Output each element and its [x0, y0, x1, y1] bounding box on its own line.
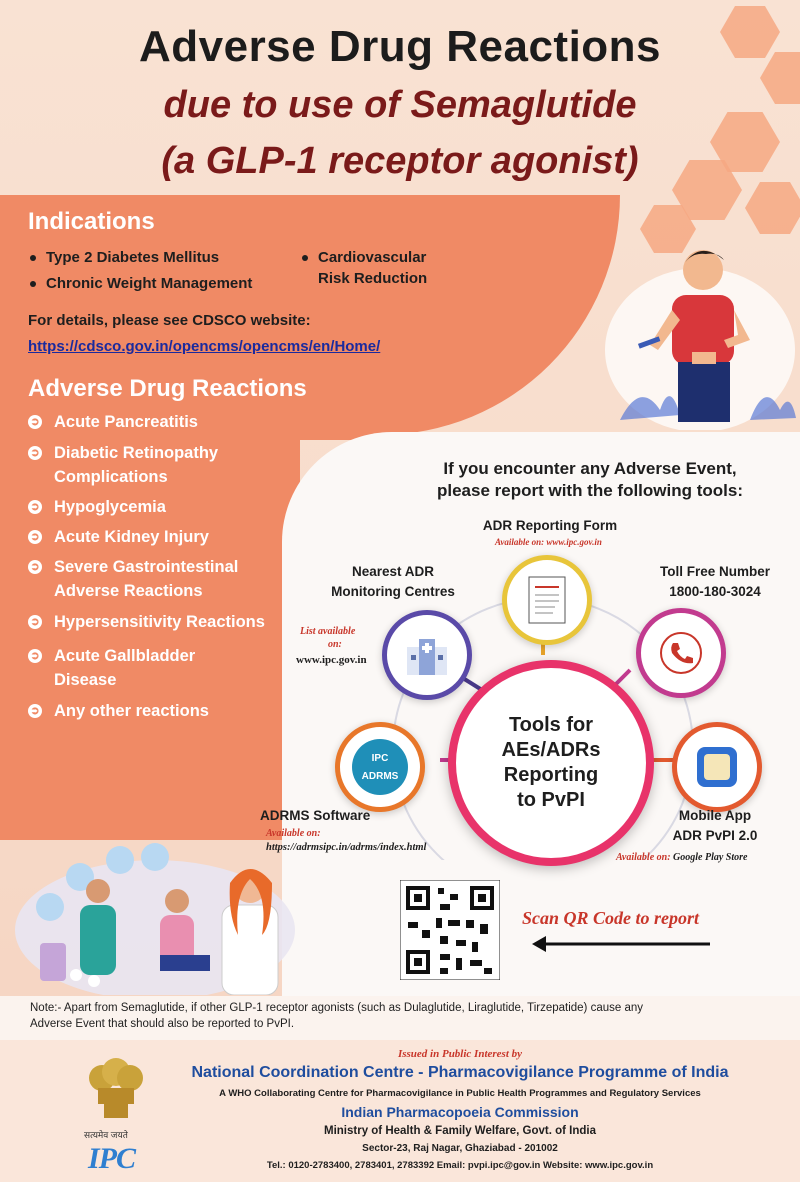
ipc-name: Indian Pharmacopoeia Commission — [341, 1104, 579, 1120]
org-name: National Coordination Centre - Pharmacovigilance Programme of India — [191, 1064, 729, 1081]
adrms-url: https://adrmsipc.in/adrms/index.html — [266, 842, 427, 853]
address-text: Sector-23, Raj Nagar, Ghaziabad - 201002 — [362, 1143, 558, 1154]
scan-qr-text: Scan QR Code to report — [522, 908, 700, 928]
nearest-label-1: Nearest ADR — [351, 564, 435, 579]
nearest-site: www.ipc.gov.in — [296, 654, 367, 666]
note-line-1: Note:- Apart from Semaglutide, if other GLP-1 receptor agonists (such as Dulaglutide, Liraglutide, Tirzepatide) cause any — [30, 1002, 644, 1014]
adr-item: ➲ Severe Gastrointestinal — [28, 555, 334, 579]
nearest-availability-1: List available — [300, 626, 356, 637]
adr-item: ➲ Hypoglycemia — [28, 495, 334, 519]
adr-item: ➲ Diabetic Retinopathy — [28, 441, 334, 465]
indication-item-cont: Risk Reduction — [318, 270, 428, 287]
toll-free-number: 1800-180-3024 — [669, 584, 761, 599]
hexagon-decoration — [745, 182, 800, 234]
indication-item: Cardiovascular — [302, 249, 426, 266]
indications-heading: Indications — [28, 208, 155, 235]
adrms-button[interactable] — [335, 722, 425, 812]
poster-subtitle: due to use of Semaglutide — [163, 84, 637, 126]
app-icon — [697, 747, 737, 787]
adrms-availability: Available on: — [266, 828, 321, 839]
nearest-centres-button[interactable] — [382, 610, 472, 700]
medical-staff-illustration — [10, 835, 300, 995]
tools-center-circle: Tools for AEs/ADRs Reporting to PvPI — [448, 660, 654, 866]
mobile-app-name: ADR PvPI 2.0 — [672, 828, 758, 843]
qr-code[interactable] — [400, 880, 500, 980]
mobile-app-availability: Available on: Google Play Store — [616, 852, 748, 863]
adr-item-cont: Disease — [54, 671, 117, 689]
ministry-text: Ministry of Health & Family Welfare, Govt. of India — [324, 1125, 596, 1137]
document-icon — [525, 575, 569, 625]
adr-form-label: ADR Reporting Form — [482, 518, 618, 533]
toll-free-button[interactable] — [636, 608, 726, 698]
adrms-icon: IPC ADRMS — [352, 739, 408, 795]
footer — [0, 1040, 800, 1182]
indication-item: Type 2 Diabetes Mellitus — [30, 249, 219, 266]
mobile-app-label: Mobile App — [678, 808, 752, 823]
adr-form-availability: Available on: www.ipc.gov.in — [495, 537, 602, 547]
adr-item: ➲ Any other reactions — [28, 699, 334, 723]
who-text: A WHO Collaborating Centre for Pharmacovigilance in Public Health Programmes and Regulatory Services — [219, 1088, 701, 1099]
details-text: For details, please see CDSCO website: — [28, 312, 311, 329]
arrow-left-icon — [530, 934, 714, 954]
poster-subtitle-2: (a GLP-1 receptor agonist) — [161, 140, 639, 182]
contact-text: Tel.: 0120-2783400, 2783401, 2783392 Email: pvpi.ipc@gov.in Website: www.ipc.gov.in — [266, 1160, 654, 1171]
nearest-label-2: Monitoring Centres — [331, 584, 455, 599]
ipc-logo: IPC — [88, 1142, 136, 1175]
phone-icon — [659, 631, 703, 675]
poster-title: Adverse Drug Reactions — [138, 22, 662, 71]
adr-item-cont: Adverse Reactions — [54, 582, 203, 600]
adrms-label: ADRMS Software — [260, 808, 371, 823]
toll-free-label: Toll Free Number — [659, 564, 771, 579]
adr-form-button[interactable] — [502, 555, 592, 645]
hospital-icon — [403, 633, 451, 677]
motto-text: सत्यमेव जयते — [84, 1130, 128, 1140]
mobile-app-button[interactable] — [672, 722, 762, 812]
issued-text: Issued in Public Interest by — [397, 1048, 523, 1060]
man-injection-illustration — [600, 240, 800, 430]
note-line-2: Adverse Event that should also be reported to PvPI. — [30, 1018, 295, 1030]
adr-item-cont: Complications — [54, 468, 168, 486]
cdsco-link[interactable]: https://cdsco.gov.in/opencms/opencms/en/Home/ — [28, 338, 381, 355]
adr-item: ➲ Acute Kidney Injury — [28, 525, 334, 549]
adr-item: ➲ Acute Pancreatitis — [28, 410, 334, 434]
nearest-availability-2: on: — [328, 639, 342, 650]
report-instruction: If you encounter any Adverse Event, please report with the following tools: — [436, 459, 743, 500]
adr-heading: Adverse Drug Reactions — [28, 375, 307, 402]
adr-item: ➲ Acute Gallbladder — [28, 644, 334, 668]
adr-item: ➲ Hypersensitivity Reactions — [28, 610, 334, 634]
note-box — [0, 996, 800, 1040]
indication-item: Chronic Weight Management — [30, 275, 252, 292]
